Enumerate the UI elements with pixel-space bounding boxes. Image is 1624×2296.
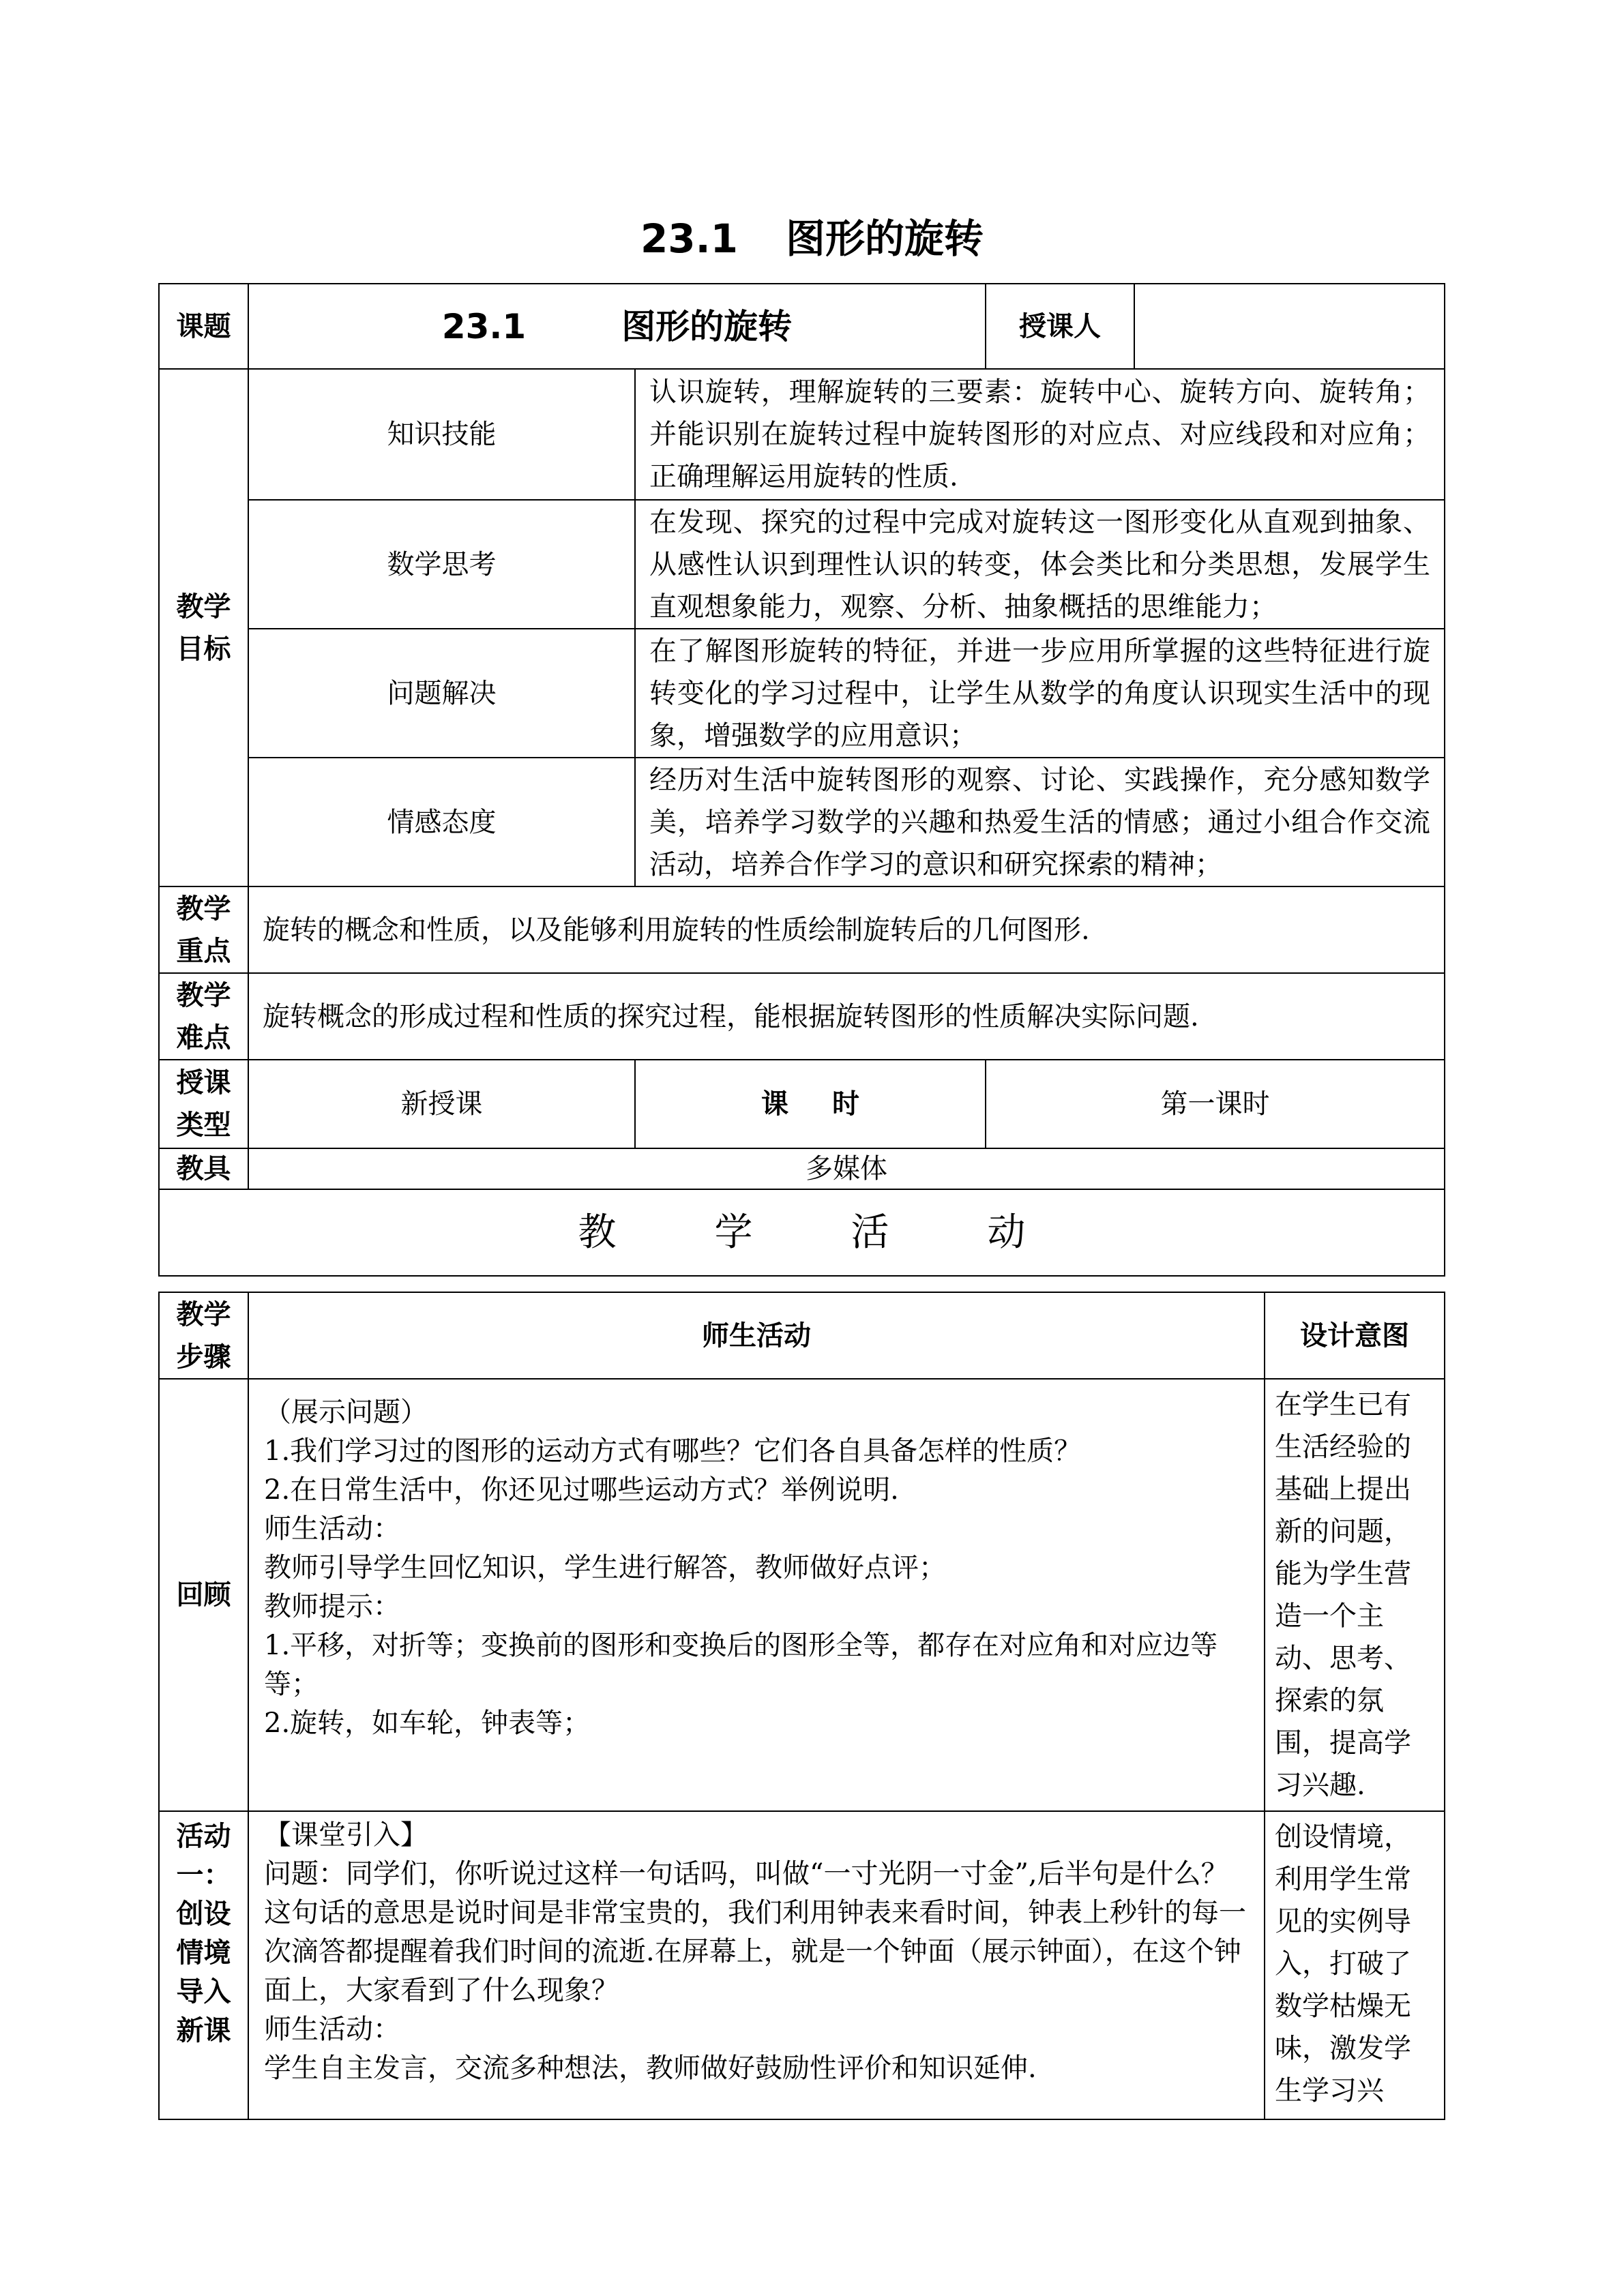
activity-one-content — [248, 1811, 1265, 2119]
objective-name: 知识技能 — [248, 369, 635, 500]
design-line: 生活经验的 — [1275, 1431, 1411, 1463]
design-intent-header: 设计意图 — [1265, 1292, 1445, 1379]
activity-header-row — [159, 1189, 1445, 1276]
steps-label — [159, 1292, 248, 1379]
review-label: 回顾 — [159, 1379, 248, 1811]
key-points-label — [159, 886, 248, 973]
page-title-number: 23.1 — [640, 215, 739, 262]
activity-one-label — [159, 1811, 248, 2119]
design-line: 造一个主 — [1275, 1600, 1384, 1632]
period-label — [635, 1060, 986, 1148]
period-label-a: 课 — [761, 1088, 788, 1120]
teacher-value — [1134, 284, 1445, 369]
activity-one-line: 师生活动： — [264, 2014, 400, 2045]
objectives-label-line2: 目标 — [176, 633, 231, 665]
review-line: 师生活动： — [264, 1513, 400, 1545]
steps-header-row — [159, 1292, 1445, 1379]
teacher-label: 授课人 — [986, 284, 1134, 369]
difficulties-label-line1: 教学 — [176, 979, 231, 1011]
design-line: 动、思考、 — [1275, 1643, 1411, 1674]
tools-label: 教具 — [159, 1148, 248, 1189]
topic-row — [159, 284, 1445, 369]
objective-row — [159, 500, 1445, 629]
key-points-text: 旋转的概念和性质，以及能够利用旋转的性质绘制旋转后的几何图形. — [248, 886, 1445, 973]
difficulties-label — [159, 973, 248, 1060]
activity-one-label-line: 创设 — [176, 1898, 231, 1930]
objective-text: 经历对生活中旋转图形的观察、讨论、实践操作，充分感知数学美，培养学习数学的兴趣和热爱生活的情感；通过小组合作交流活动，培养合作学习的意识和研究探索的精神； — [635, 758, 1445, 886]
steps-label-line2: 步骤 — [176, 1341, 231, 1373]
design-line: 味，激发学 — [1275, 2033, 1411, 2064]
lesson-type-value: 新授课 — [248, 1060, 635, 1148]
activity-one-design-intent — [1265, 1811, 1445, 2119]
topic-label: 课题 — [159, 284, 248, 369]
design-line: 能为学生营 — [1275, 1558, 1411, 1590]
tools-row — [159, 1148, 1445, 1189]
review-line: 1.平移，对折等；变换前的图形和变换后的图形全等，都存在对应角和对应边等等； — [264, 1630, 1218, 1700]
design-line: 见的实例导 — [1275, 1906, 1411, 1937]
activity-one-label-line: 新课 — [176, 2015, 231, 2046]
design-line: 探索的氛 — [1275, 1685, 1384, 1716]
lesson-type-label — [159, 1060, 248, 1148]
activity-one-label-line: 活动 — [176, 1821, 231, 1852]
objective-text: 在了解图形旋转的特征，并进一步应用所掌握的这些特征进行旋转变化的学习过程中，让学生从数学的角度认识现实生活中的现象，增强数学的应用意识； — [635, 629, 1445, 758]
key-points-label-line1: 教学 — [176, 893, 231, 925]
page-title — [0, 208, 1624, 269]
teacher-student-activity-header: 师生活动 — [248, 1292, 1265, 1379]
review-content — [248, 1379, 1265, 1811]
review-design-intent — [1265, 1379, 1445, 1811]
design-line: 围，提高学 — [1275, 1727, 1411, 1759]
review-line: 1.我们学习过的图形的运动方式有哪些？它们各自具备怎样的性质？ — [264, 1435, 1082, 1467]
difficulties-text: 旋转概念的形成过程和性质的探究过程，能根据旋转图形的性质解决实际问题. — [248, 973, 1445, 1060]
design-line: 基础上提出 — [1275, 1474, 1411, 1505]
objective-name: 问题解决 — [248, 629, 635, 758]
objective-row — [159, 369, 1445, 500]
objective-text: 认识旋转，理解旋转的三要素：旋转中心、旋转方向、旋转角；并能识别在旋转过程中旋转图形的对应点、对应线段和对应角；正确理解运用旋转的性质. — [635, 369, 1445, 500]
objective-text: 在发现、探究的过程中完成对旋转这一图形变化从直观到抽象、从感性认识到理性认识的转变，体会类比和分类思想，发展学生直观想象能力，观察、分析、抽象概括的思维能力； — [635, 500, 1445, 629]
topic-name: 图形的旋转 — [621, 306, 793, 346]
activity-header-char: 教 — [578, 1210, 617, 1255]
review-row — [159, 1379, 1445, 1811]
design-line: 新的问题， — [1275, 1516, 1411, 1547]
period-label-b: 时 — [832, 1088, 859, 1120]
objectives-label-line1: 教学 — [176, 591, 231, 623]
design-line: 利用学生常 — [1275, 1864, 1411, 1895]
activity-one-label-line: 情境 — [176, 1937, 231, 1969]
period-value: 第一课时 — [986, 1060, 1445, 1148]
difficulties-label-line2: 难点 — [176, 1022, 231, 1054]
activity-header-char: 活 — [851, 1210, 889, 1255]
design-line: 在学生已有 — [1275, 1389, 1411, 1420]
lesson-plan-table — [158, 283, 1445, 1277]
key-points-label-line2: 重点 — [176, 935, 231, 967]
topic-number: 23.1 — [441, 306, 527, 346]
activity-one-line: 【课堂引入】 — [264, 1819, 428, 1851]
tools-value: 多媒体 — [248, 1148, 1445, 1189]
activity-header — [159, 1189, 1445, 1276]
objective-row — [159, 629, 1445, 758]
design-line: 创设情境， — [1275, 1821, 1411, 1853]
activity-header-char: 学 — [714, 1210, 753, 1255]
objective-name: 数学思考 — [248, 500, 635, 629]
difficulties-row — [159, 973, 1445, 1060]
activity-one-label-line: 一： — [176, 1860, 231, 1891]
design-line: 入，打破了 — [1275, 1948, 1411, 1980]
page-title-name: 图形的旋转 — [786, 215, 984, 262]
activity-one-line: 问题：同学们，你听说过这样一句话吗，叫做“一寸光阴一寸金”,后半句是什么？这句话的意思是说时间是非常宝贵的，我们利用钟表来看时间，钟表上秒针的每一次滴答都提醒着我们时间的流逝.在屏幕上，就是一个钟面（展示钟面），在这个钟面上，大家看到了什么现象？ — [264, 1858, 1246, 2006]
lesson-type-label-line1: 授课 — [176, 1067, 231, 1099]
activity-table — [158, 1292, 1445, 2120]
objective-name: 情感态度 — [248, 758, 635, 886]
objectives-label — [159, 369, 248, 886]
objective-row — [159, 758, 1445, 886]
activity-one-row — [159, 1811, 1445, 2119]
review-line: 教师提示： — [264, 1591, 400, 1622]
review-line: （展示问题） — [264, 1397, 428, 1428]
topic-title — [248, 284, 986, 369]
review-line: 2.在日常生活中，你还见过哪些运动方式？举例说明. — [264, 1474, 899, 1506]
steps-label-line1: 教学 — [176, 1298, 231, 1330]
key-points-row — [159, 886, 1445, 973]
lesson-type-row — [159, 1060, 1445, 1148]
design-line: 数学枯燥无 — [1275, 1991, 1411, 2022]
review-line: 教师引导学生回忆知识，学生进行解答，教师做好点评； — [264, 1552, 946, 1583]
design-line: 习兴趣. — [1275, 1770, 1365, 1801]
design-line: 生学习兴 — [1275, 2075, 1384, 2106]
lesson-type-label-line2: 类型 — [176, 1109, 231, 1141]
activity-header-char: 动 — [987, 1210, 1026, 1255]
activity-one-line: 学生自主发言，交流多种想法，教师做好鼓励性评价和知识延伸. — [264, 2053, 1037, 2084]
activity-one-label-line: 导入 — [176, 1976, 231, 2008]
review-line: 2.旋转，如车轮，钟表等； — [264, 1708, 591, 1739]
